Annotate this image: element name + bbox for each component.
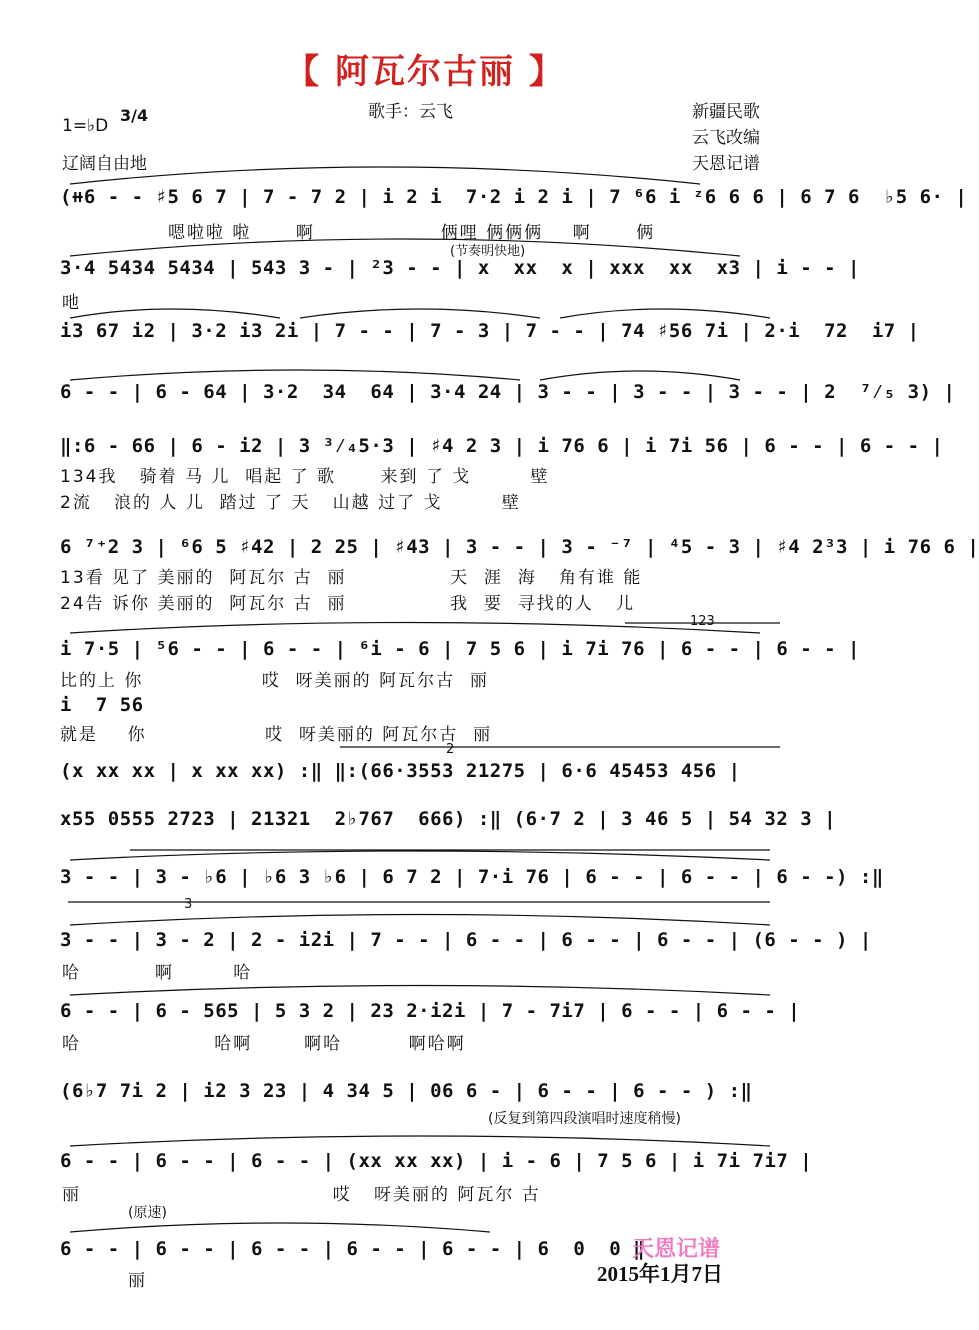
slur-line-3b xyxy=(300,309,540,318)
lyric-line-8: 就是 你 哎 呀美丽的 阿瓦尔古 丽 xyxy=(60,725,493,745)
score-line-4: 6 - - | 6 - 64 | 3·2 34 64 | 3·4 24 | 3 - - | 3 - - | 3 - - | 2 ⁷⁄₅ 3) | xyxy=(60,381,956,403)
song-title: 【 阿瓦尔古丽 】 xyxy=(285,52,565,92)
lyric-line-6b: 24告 诉你 美丽的 阿瓦尔 古 丽 我 要 寻找的人 儿 xyxy=(60,594,635,614)
tempo-marking: 辽阔自由地 xyxy=(62,154,147,174)
slur-line-12 xyxy=(70,915,770,926)
slur-line-15 xyxy=(70,1136,770,1146)
score-line-5: ‖:6 - 66 | 6 - i2 | 3 ³⁄₄5·3 | ♯4 2 3 | i 76 6 | i 7i 56 | 6 - - | 6 - - | xyxy=(60,435,944,457)
time-signature-text: 3/4 xyxy=(120,106,149,125)
slur-line-3a xyxy=(70,309,280,318)
lyric-line-5a: 134我 骑着 马 儿 唱起 了 歌 来到 了 戈 壁 xyxy=(60,467,550,487)
score-line-11: 3 - - | 3 - ♭6 | ♭6 3 ♭6 | 6 7 2 | 7·i 76 | 6 - - | 6 - - | 6 - -) :‖ xyxy=(60,866,884,888)
score-line-1: (⧺6 - - ♯5 6 7 | 7 - 7 2 | i 2 i 7·2 i 2 i | 7 ⁶6 i ᶻ6 6 6 | 6 7 6 ♭5 6· | xyxy=(60,186,968,208)
score-line-8: i 7 56 xyxy=(60,694,144,716)
lyric-line-12: 哈 啊 哈 xyxy=(62,963,253,983)
slur-line-16 xyxy=(70,1223,490,1232)
key-signature: 1=♭D xyxy=(62,116,109,136)
score-line-12: 3 - - | 3 - 2 | 2 - i2i | 7 - - | 6 - - | 6 - - | 6 - - | (6 - - ) | xyxy=(60,929,872,951)
score-line-10: x55 0555 2723 | 21321 2♭767 666) :‖ (6·7 2 | 3 46 5 | 54 32 3 | xyxy=(60,808,837,830)
triplet-marking: 3 xyxy=(184,897,193,912)
slur-line-13 xyxy=(70,986,770,996)
lyric-line-1: 嗯啦啦 啦 啊 俩哩 俩俩俩 啊 俩 xyxy=(168,223,656,243)
score-line-13: 6 - - | 6 - 565 | 5 3 2 | 23 2·i2i | 7 - 7i7 | 6 - - | 6 - - | xyxy=(60,1000,801,1022)
transcription-date: 2015年1月7日 xyxy=(597,1262,723,1286)
time-signature xyxy=(120,106,149,125)
transcriber-credit: 天恩记谱 xyxy=(692,154,760,174)
tempo-change-mark: (节奏明快地) xyxy=(450,244,526,259)
score-line-2: 3·4 5434 5434 | 543 3 - | ²3 - - | x xx x | xxx xx x3 | i - - | xyxy=(60,257,860,279)
tempo-restore-mark: (原速) xyxy=(128,1205,167,1221)
slur-line-7 xyxy=(70,623,760,634)
slur-line-4a xyxy=(70,370,520,380)
slur-line-11 xyxy=(70,851,770,860)
singer-credit: 歌手：云飞 xyxy=(368,102,453,122)
lyric-line-2: 吔 xyxy=(62,293,81,313)
score-line-9: (x xx xx | x xx xx) :‖ ‖:(66·3553 21275 | 6·6 45453 456 | xyxy=(60,760,741,782)
volta-marking-2: 2 xyxy=(446,742,455,757)
slur-line-4b xyxy=(540,371,740,380)
score-line-16: 6 - - | 6 - - | 6 - - | 6 - - | 6 - - | 6 0 0 ‖ xyxy=(60,1238,646,1260)
slur-line-1 xyxy=(70,167,700,184)
score-line-15: 6 - - | 6 - - | 6 - - | (xx xx xx) | i - 6 | 7 5 6 | i 7i 7i7 | xyxy=(60,1150,813,1172)
score-line-14: (6♭7 7i 2 | i2 3 23 | 4 34 5 | 06 6 - | 6 - - | 6 - - ) :‖ xyxy=(60,1080,753,1102)
score-line-3: i3 67 i2 | 3·2 i3 2i | 7 - - | 7 - 3 | 7 - - | 74 ♯56 7i | 2·i 72 i7 | xyxy=(60,320,920,342)
repeat-instruction: (反复到第四段演唱时速度稍慢) xyxy=(488,1111,681,1127)
origin-credit: 新疆民歌 xyxy=(692,102,760,122)
lyric-line-5b: 2流 浪的 人 儿 踏过 了 天 山越 过了 戈 壁 xyxy=(60,493,521,513)
score-line-6: 6 ⁷⁺2 3 | ⁶6 5 ♯42 | 2 25 | ♯43 | 3 - - | 3 - ⁻⁷ | ⁴5 - 3 | ♯4 2³3 | i 76 6 | xyxy=(60,536,979,558)
slur-line-3c xyxy=(560,309,770,318)
volta-marking-123: 123 xyxy=(690,614,715,629)
lyric-line-6a: 13看 见了 美丽的 阿瓦尔 古 丽 天 涯 海 角有谁 能 xyxy=(60,568,643,588)
lyric-line-13: 哈 哈啊 啊哈 啊哈啊 xyxy=(62,1034,466,1054)
transcriber-stamp: 天恩记谱 xyxy=(632,1236,721,1262)
lyric-line-7: 比的上 你 哎 呀美丽的 阿瓦尔古 丽 xyxy=(60,671,489,691)
arranger-credit: 云飞改编 xyxy=(692,128,760,148)
score-line-7: i 7·5 | ⁵6 - - | 6 - - | ⁶i - 6 | 7 5 6 | i 7i 76 | 6 - - | 6 - - | xyxy=(60,638,860,660)
lyric-line-16: 丽 xyxy=(128,1271,147,1291)
lyric-line-15: 丽 哎 呀美丽的 阿瓦尔 古 xyxy=(62,1185,541,1205)
